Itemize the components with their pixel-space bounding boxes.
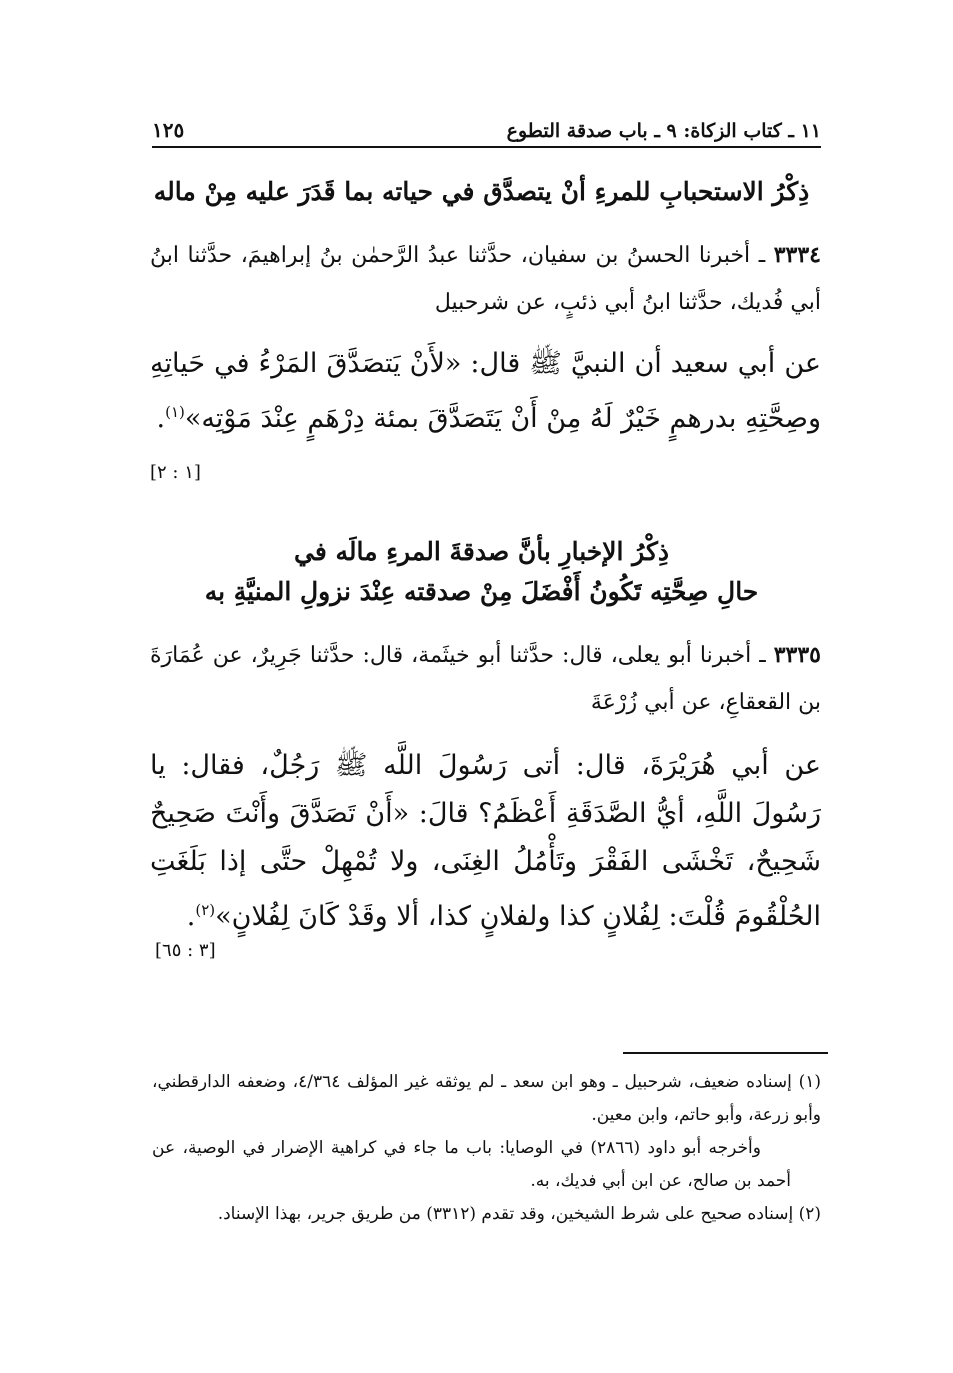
matn-1 <box>150 340 821 497</box>
reference-1: [١ : ٢] <box>150 462 201 483</box>
footnote-marker-2: (٢) <box>195 901 216 919</box>
hadith-number-2: ٣٣٣٥ <box>773 642 821 668</box>
matn-text-1: عن أبي سعيد أن النبيَّ ﷺ قال: «لأَنْ يَتصَدَّقَ المَرْءُ في حَياتِهِ وصِحَّتِهِ بدرهمٍ خَيْرٌ لَهُ مِنْ أَنْ يَتَصَدَّقَ بمئة دِرْهَمٍ عِنْدَ مَوْتِه» <box>150 348 821 434</box>
isnad-2 <box>150 632 821 726</box>
end-mark-1: . <box>156 403 166 434</box>
footnotes <box>152 1066 821 1231</box>
section-heading-1: ذِكْرُ الاستحبابِ للمرءِ أنْ يتصدَّق في حياته بما قَدَرَ عليه مِنْ ماله <box>153 177 810 206</box>
footnote-1-continuation: وأخرجه أبو داود (٢٨٦٦) في الوصايا: باب ما جاء في كراهية الإضرار في الوصية، عن أحمد بن صالح، عن ابن أبي فديك، به. <box>152 1138 791 1191</box>
running-title: ١١ ـ كتاب الزكاة: ٩ ـ باب صدقة التطوع <box>506 120 821 142</box>
section-heading-2-line-2: حالِ صِحَّتِه تَكُونُ أَفْضَلَ مِنْ صدقته عِنْدَ نزولِ المنيَّةِ به <box>204 577 759 606</box>
isnad-text-2: ـ أخبرنا أبو يعلى، قال: حدَّثنا أبو خيثَمة، قال: حدَّثنا جَرِيرٌ، عن عُمَارَةَ بن القعقاعِ، عن أبي زُرْعَةَ <box>150 643 821 715</box>
footnote-divider <box>623 1052 828 1054</box>
matn-2 <box>150 742 821 941</box>
footnote-marker-1: (١) <box>165 403 185 421</box>
end-mark-2: . <box>186 901 196 932</box>
footnote-2-text: إسناده صحيح على شرط الشيخين، وقد تقدم (٣٣١٢) من طريق جرير، بهذا الإسناد. <box>217 1204 799 1224</box>
footnote-2 <box>152 1198 821 1231</box>
footnote-1-text: إسناده ضعيف، شرحبيل ـ وهو ابن سعد ـ لم يوثقه غير المؤلف ٤/٣٦٤، وضعفه الدارقطني، وأبو زرعة، وأبو حاتم، وابن معين. <box>152 1072 821 1125</box>
footnote-2-marker: (٢) <box>798 1204 821 1224</box>
matn-text-2: عن أبي هُرَيْرَةَ، قال: أتى رَسُولَ اللَّه ﷺ رَجُلٌ، فقال: يا رَسُولَ اللَّهِ، أيُّ الصَّدَقَةِ أَعْظَمُ؟ قالَ: «أَنْ تَصَدَّقَ وأَنْتَ صَحِيحٌ شَحِيحٌ، تَخْشَى الفَقْرَ وتَأْمُلُ الغِنَى، ولا تُمْهِلْ حتَّى إذا بَلَغَتِ الحُلْقُومَ قُلْتَ: لِفُلانٍ كذا ولفلانٍ كذا، ألا وقَدْ كَانَ لِفُلانٍ» <box>150 750 821 932</box>
reference-2: [٣ : ٦٥] <box>155 940 216 961</box>
section-heading-2-line-1: ذِكْرُ الإخبارِ بأنَّ صدقةَ المرءِ مالَه في <box>294 537 669 566</box>
page-number: ١٢٥ <box>152 118 185 142</box>
running-header <box>152 108 821 148</box>
section-heading-2 <box>150 532 813 612</box>
footnote-1 <box>152 1066 821 1132</box>
hadith-number-1: ٣٣٣٤ <box>773 242 821 268</box>
isnad-1 <box>150 232 821 326</box>
footnote-1-marker: (١) <box>798 1072 821 1092</box>
isnad-text-1: ـ أخبرنا الحسنُ بن سفيان، حدَّثنا عبدُ الرَّحمٰن بنُ إبراهيمَ، حدَّثنا ابنُ أبي فُديك، حدَّثنا ابنُ أبي ذئبٍ، عن شرحبيل <box>150 243 821 315</box>
